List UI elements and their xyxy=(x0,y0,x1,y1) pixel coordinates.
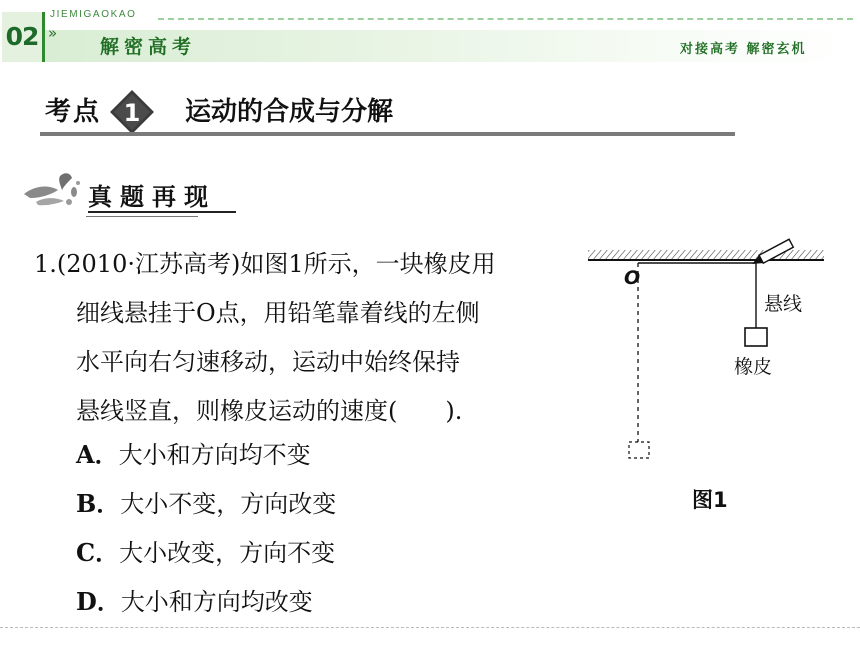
figure-diagram xyxy=(580,232,840,482)
option-c-text: 大小改变，方向不变 xyxy=(119,539,336,567)
option-b-text: 大小不变，方向改变 xyxy=(120,490,337,518)
option-b[interactable] xyxy=(76,484,336,519)
footer-dashed-line xyxy=(0,627,860,628)
splash-icon xyxy=(22,168,82,210)
question-line-3: 水平向右匀速移动，运动中始终保持 xyxy=(76,348,460,376)
ceiling-hatch xyxy=(588,250,824,260)
option-a-letter: A． xyxy=(76,440,119,469)
question-line-1: 1.(2010·江苏高考)如图1所示，一块橡皮用 xyxy=(34,250,496,278)
chevron-icon: » xyxy=(48,24,58,42)
option-d-text: 大小和方向均改变 xyxy=(120,588,313,616)
option-d-letter: D． xyxy=(76,587,121,616)
header-title: 解密高考 xyxy=(100,36,197,58)
eraser-label: 橡皮 xyxy=(734,356,773,378)
brand-text: JIEMIGAOKAO xyxy=(50,9,137,20)
dashed-eraser xyxy=(629,442,649,458)
eraser-box xyxy=(745,328,767,346)
option-a-text: 大小和方向均不变 xyxy=(118,441,311,469)
question-line-4: 悬线竖直，则橡皮运动的速度( ). xyxy=(76,397,463,425)
option-c[interactable] xyxy=(76,533,335,568)
point-o-label: O xyxy=(624,267,641,289)
option-b-letter: B． xyxy=(76,489,121,518)
header-dashed-line xyxy=(158,18,853,20)
section-badge-number: 1 xyxy=(123,99,141,127)
figure-caption: 图1 xyxy=(692,488,728,512)
section-title: 运动的合成与分解 xyxy=(185,97,394,127)
section-badge-icon xyxy=(109,89,155,135)
chapter-number: 02 xyxy=(2,12,45,62)
option-c-letter: C． xyxy=(76,538,120,567)
string-label: 悬线 xyxy=(764,293,803,315)
header-slogan: 对接高考 解密玄机 xyxy=(680,42,807,57)
subheading-title: 真题再现 xyxy=(88,183,216,211)
subheading-underline-thin xyxy=(86,216,198,217)
section-divider xyxy=(40,132,735,136)
option-a[interactable] xyxy=(76,435,311,470)
subheading-underline xyxy=(88,211,236,213)
question-text xyxy=(34,240,574,436)
question-line-2: 细线悬挂于O点，用铅笔靠着线的左侧 xyxy=(76,299,480,327)
option-d[interactable] xyxy=(76,582,313,617)
section-label: 考点 xyxy=(45,97,102,127)
